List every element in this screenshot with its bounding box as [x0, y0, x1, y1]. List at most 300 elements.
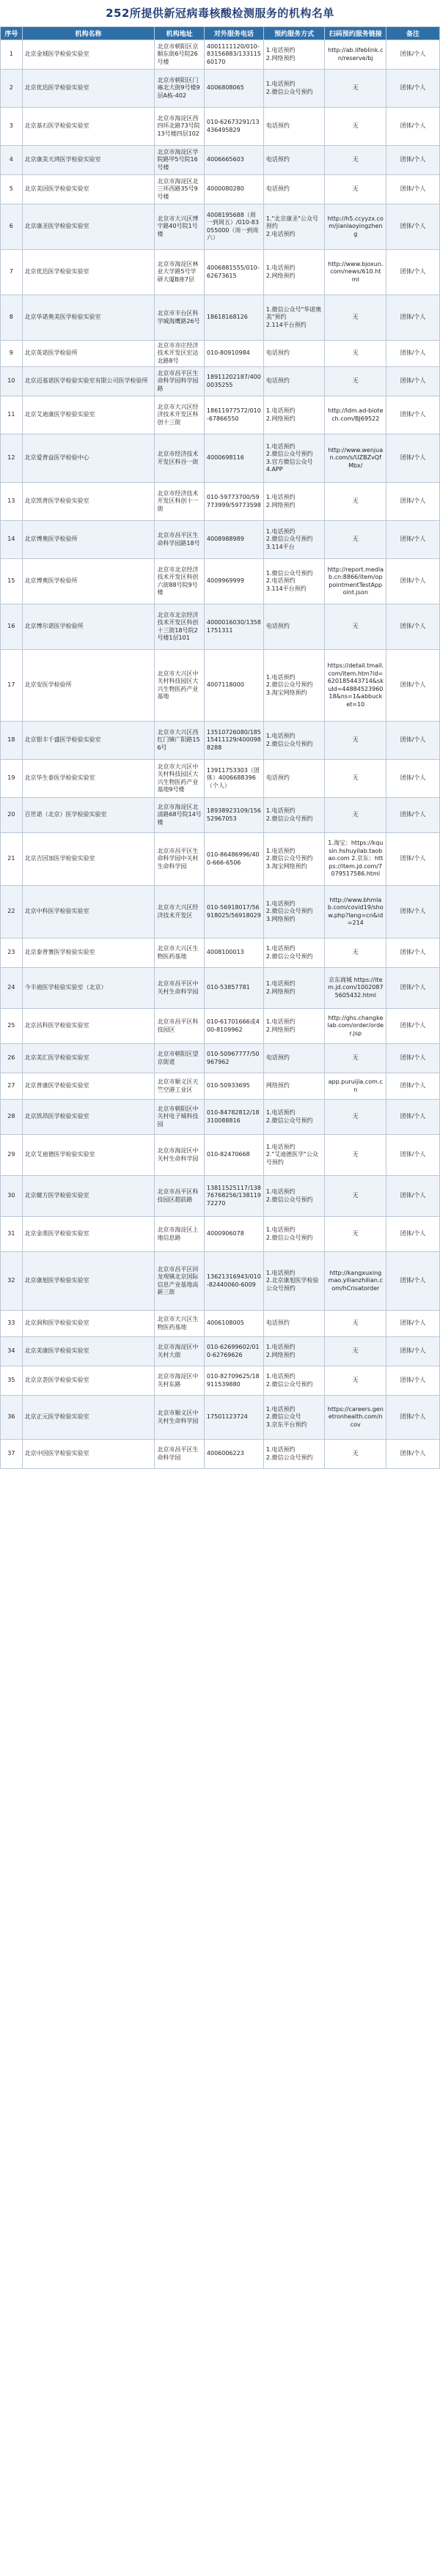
institution-address: 北京市经济技术开发区科创十一街: [155, 483, 204, 521]
booking-method: 电话预约: [263, 108, 325, 146]
row-number: 1: [1, 40, 23, 70]
remark: 团体/个人: [386, 650, 440, 722]
booking-link: 无: [325, 1044, 386, 1073]
institution-address: 北京市大兴区西红门镇广阳路156号: [155, 722, 204, 760]
header-no: 序号: [1, 27, 23, 40]
remark: 团体/个人: [386, 483, 440, 521]
table-row: [1, 722, 440, 760]
service-phone: 18611977572/010-67866550: [204, 396, 263, 434]
row-number: 15: [1, 559, 23, 604]
institution-address: 北京市昌平区生命科学园中关村生命科学园: [155, 833, 204, 886]
table-row: [1, 1217, 440, 1252]
institution-address: 北京市北京经济技术开发区科创六街88号院9号楼: [155, 559, 204, 604]
institution-name: 北京健方医学检验实验室: [22, 1176, 155, 1217]
service-phone: 010-82470668: [204, 1135, 263, 1176]
service-phone: 4000016030/13581751311: [204, 604, 263, 650]
institution-name: 北京美康医学检验实验室: [22, 1337, 155, 1366]
table-row: [1, 483, 440, 521]
row-number: 29: [1, 1135, 23, 1176]
institution-address: 北京市大兴区经济技术开发区: [155, 886, 204, 939]
institution-name: 北京吉因加医学检验实验室: [22, 833, 155, 886]
booking-method: 1.电话预约 2.微信公众号预约: [263, 1440, 325, 1469]
service-phone: 4001111120/010-83156883/13311560170: [204, 40, 263, 70]
institution-address: 北京市海淀区北三环西路35号9号楼: [155, 175, 204, 204]
booking-link: http://www.bjoxun.com/news/610.html: [325, 250, 386, 295]
remark: 团体/个人: [386, 1073, 440, 1100]
table-row: [1, 760, 440, 798]
booking-method: 1.电话预约 2.微信公众号预约: [263, 798, 325, 833]
institution-address: 北京市大兴区中关村科技园区大兴生物医药产业基地9号楼: [155, 760, 204, 798]
booking-link: 无: [325, 1366, 386, 1396]
institution-address: 北京市大兴区博宇路40号院1号楼: [155, 204, 204, 250]
institution-address: 北京市海淀区中关村生命科学园: [155, 1135, 204, 1176]
header-method: 预约服务方式: [263, 27, 325, 40]
table-row: [1, 1176, 440, 1217]
service-phone: 4006665603: [204, 146, 263, 175]
institution-name: 北京爱普益医学检验中心: [22, 434, 155, 483]
remark: 团体/个人: [386, 367, 440, 396]
institution-name: 北京普康医学检验实验室: [22, 1073, 155, 1100]
row-number: 37: [1, 1440, 23, 1469]
header-address: 机构地址: [155, 27, 204, 40]
booking-method: 1.电话预约 2.微信公众号预约 3.淘宝网络预约: [263, 650, 325, 722]
remark: 团体/个人: [386, 760, 440, 798]
booking-link: 无: [325, 604, 386, 650]
table-row: [1, 1396, 440, 1440]
row-number: 16: [1, 604, 23, 650]
service-phone: 4008195688（周一到周五）/010-83055000（周一到周六）: [204, 204, 263, 250]
table-row: [1, 1073, 440, 1100]
institution-address: 北京市昌平区生命科学园路18号: [155, 521, 204, 559]
booking-link: https://detail.tmall.com/item.htm?id=620185443714&skuId=4488452396018&ns=1&abbucket=10: [325, 650, 386, 722]
table-row: [1, 1044, 440, 1073]
institution-address: 北京市朝阳区中关村电子城科技园: [155, 1100, 204, 1135]
institution-address: 北京市海淀区北清路68号院14号楼: [155, 798, 204, 833]
institution-name: 北京泰普赛医学检验实验室: [22, 939, 155, 968]
booking-link: 无: [325, 760, 386, 798]
service-phone: 010-50933695: [204, 1073, 263, 1100]
service-phone: 13621316943/010-82440060-6009: [204, 1252, 263, 1311]
booking-method: 电话预约: [263, 341, 325, 367]
booking-method: 1.电话预约 2.微信公众号预约: [263, 1100, 325, 1135]
institution-name: 北京润和医学检验实验室: [22, 1311, 155, 1337]
booking-method: 1.电话预约 2.微信公众号预约: [263, 70, 325, 108]
booking-link: http://ghs.changkelab.com/order/order.jsp: [325, 1009, 386, 1044]
institution-address: 北京市昌平区生命科学园科学园路: [155, 367, 204, 396]
institution-name: 北京银丰千盛医学检验实验室: [22, 722, 155, 760]
service-phone: 18618168126: [204, 295, 263, 341]
remark: 团体/个人: [386, 1009, 440, 1044]
booking-link: 无: [325, 175, 386, 204]
remark: 团体/个人: [386, 604, 440, 650]
remark: 团体/个人: [386, 886, 440, 939]
booking-method: 1.微信公众号预约 2.电话预约 3.114平台预约: [263, 559, 325, 604]
row-number: 12: [1, 434, 23, 483]
table-row: [1, 1252, 440, 1311]
booking-link: 无: [325, 798, 386, 833]
table-row: [1, 295, 440, 341]
booking-method: 电话预约: [263, 760, 325, 798]
table-row: [1, 1366, 440, 1396]
institution-name: 北京金域医学检验实验室: [22, 40, 155, 70]
row-number: 20: [1, 798, 23, 833]
remark: 团体/个人: [386, 1366, 440, 1396]
booking-method: 1.电话预约 2.网络预约: [263, 1009, 325, 1044]
institution-name: 北京美汇医学检验实验室: [22, 1044, 155, 1073]
institution-name: 北京昌科医学检验实验室: [22, 1009, 155, 1044]
institution-table: [0, 26, 440, 1469]
booking-link: 无: [325, 146, 386, 175]
booking-link: 无: [325, 483, 386, 521]
institution-name: 北京康圣医学检验实验室: [22, 204, 155, 250]
institution-address: 北京市朝阳区望京街道: [155, 1044, 204, 1073]
service-phone: 010-50967777/50967962: [204, 1044, 263, 1073]
institution-address: 北京市昌平区回龙观镇北京国际信息产业基地高新三街: [155, 1252, 204, 1311]
remark: 团体/个人: [386, 1217, 440, 1252]
row-number: 24: [1, 968, 23, 1009]
booking-method: 电话预约: [263, 604, 325, 650]
service-phone: 010-53857781: [204, 968, 263, 1009]
booking-link: 无: [325, 1440, 386, 1469]
booking-link: 无: [325, 295, 386, 341]
row-number: 30: [1, 1176, 23, 1217]
institution-name: 北京优迅医学检验实验室: [22, 250, 155, 295]
institution-address: 北京市北京经济技术开发区科创十三街18号院2号楼1层101: [155, 604, 204, 650]
table-row: [1, 1009, 440, 1044]
institution-name: 百世诺（北京）医学检验实验室: [22, 798, 155, 833]
booking-method: 电话预约: [263, 367, 325, 396]
remark: 团体/个人: [386, 434, 440, 483]
row-number: 7: [1, 250, 23, 295]
row-number: 36: [1, 1396, 23, 1440]
institution-name: 北京康美天鸿医学检验实验室: [22, 146, 155, 175]
institution-name: 北京博尔诺医学检验所: [22, 604, 155, 650]
institution-address: 北京市海淀区林业大学路5号学研大厦B座7层: [155, 250, 204, 295]
institution-address: 北京市朝阳区京顺东街6号院26号楼: [155, 40, 204, 70]
booking-link: 无: [325, 1100, 386, 1135]
remark: 团体/个人: [386, 70, 440, 108]
remark: 团体/个人: [386, 250, 440, 295]
remark: 团体/个人: [386, 1044, 440, 1073]
remark: 团体/个人: [386, 939, 440, 968]
booking-link: http://h5.ccyyzx.com/jianlaoyingzheng: [325, 204, 386, 250]
booking-method: 电话预约: [263, 1311, 325, 1337]
booking-method: 1.电话预约 2.微信公众号 3.京东平台预约: [263, 1396, 325, 1440]
row-number: 22: [1, 886, 23, 939]
row-number: 3: [1, 108, 23, 146]
booking-method: 1.电话预约 2.网络预约: [263, 250, 325, 295]
remark: 团体/个人: [386, 396, 440, 434]
row-number: 34: [1, 1337, 23, 1366]
row-number: 23: [1, 939, 23, 968]
booking-method: 1.电话预约 2.网络预约: [263, 1337, 325, 1366]
service-phone: 4008988989: [204, 521, 263, 559]
table-row: [1, 559, 440, 604]
row-number: 17: [1, 650, 23, 722]
institution-address: 北京市大兴区生物医药基地: [155, 1311, 204, 1337]
row-number: 33: [1, 1311, 23, 1337]
row-number: 4: [1, 146, 23, 175]
remark: 团体/个人: [386, 295, 440, 341]
row-number: 31: [1, 1217, 23, 1252]
table-row: [1, 1311, 440, 1337]
booking-link: 1.淘宝：https://kqusin.hshuyilab.taobao.com 2.京东：https://item.jd.com/7079517586.html: [325, 833, 386, 886]
institution-address: 北京市丰台区科学城海鹰路26号: [155, 295, 204, 341]
booking-link: 无: [325, 1217, 386, 1252]
booking-link: 无: [325, 70, 386, 108]
service-phone: 4009969999: [204, 559, 263, 604]
institution-address: 北京市昌平区中关村生命科学园: [155, 968, 204, 1009]
row-number: 10: [1, 367, 23, 396]
table-header-row: [1, 27, 440, 40]
service-phone: 13911753303（团体）4006688396（个人）: [204, 760, 263, 798]
institution-address: 北京市昌平区生命科学园: [155, 1440, 204, 1469]
row-number: 13: [1, 483, 23, 521]
remark: 团体/个人: [386, 1100, 440, 1135]
table-row: [1, 833, 440, 886]
table-row: [1, 1440, 440, 1469]
remark: 团体/个人: [386, 1396, 440, 1440]
service-phone: 4000906078: [204, 1217, 263, 1252]
table-row: [1, 146, 440, 175]
booking-link: 无: [325, 1176, 386, 1217]
booking-method: 网络预约: [263, 1073, 325, 1100]
booking-link: 无: [325, 108, 386, 146]
booking-method: 1.电话预约 2.微信公众号预约: [263, 939, 325, 968]
booking-link: app.puruijia.com.cn: [325, 1073, 386, 1100]
institution-name: 北京优迅医学检验实验室: [22, 70, 155, 108]
booking-link: 无: [325, 367, 386, 396]
booking-method: 电话预约: [263, 146, 325, 175]
institution-name: 北京英诺医学检验所: [22, 341, 155, 367]
service-phone: 4006808065: [204, 70, 263, 108]
remark: 团体/个人: [386, 1135, 440, 1176]
row-number: 11: [1, 396, 23, 434]
booking-method: 1.电话预约 2.微信公众号预约 3.114平台: [263, 521, 325, 559]
booking-link: 京东商城 https://item.jd.com/10020875605432.html: [325, 968, 386, 1009]
service-phone: 010-86486996/400-666-6506: [204, 833, 263, 886]
service-phone: 4006108005: [204, 1311, 263, 1337]
row-number: 2: [1, 70, 23, 108]
service-phone: 4006881555/010-62673615: [204, 250, 263, 295]
remark: 团体/个人: [386, 833, 440, 886]
table-row: [1, 204, 440, 250]
table-row: [1, 108, 440, 146]
service-phone: 13811525117/13876768256/13811972270: [204, 1176, 263, 1217]
institution-name: 北京华诺奥美医学检验实验室: [22, 295, 155, 341]
header-remark: 备注: [386, 27, 440, 40]
booking-method: 1.电话预约 2.微信公众号预约: [263, 1217, 325, 1252]
institution-address: 北京市大兴区生物医药基地: [155, 939, 204, 968]
table-row: [1, 968, 440, 1009]
table-row: [1, 367, 440, 396]
table-row: [1, 70, 440, 108]
header-scan-link: 扫码预约服务链接: [325, 27, 386, 40]
booking-method: 1.电话预约 2.网络预约: [263, 40, 325, 70]
service-phone: 13510726080/18515411129/4000988288: [204, 722, 263, 760]
booking-method: 1.电话预约 2.网络预约: [263, 396, 325, 434]
institution-address: 北京市大兴区中关村科技园区大兴生物医药产业基地: [155, 650, 204, 722]
institution-address: 北京市昌平区科技园区: [155, 1009, 204, 1044]
table-row: [1, 434, 440, 483]
row-number: 32: [1, 1252, 23, 1311]
table-row: [1, 1100, 440, 1135]
table-row: [1, 939, 440, 968]
booking-method: 1.电话预约 2.微信公众号预约: [263, 1366, 325, 1396]
institution-name: 北京基石医学检验实验室: [22, 108, 155, 146]
remark: 团体/个人: [386, 1252, 440, 1311]
remark: 团体/个人: [386, 968, 440, 1009]
booking-method: 1.电话预约 2.网络预约: [263, 968, 325, 1009]
booking-method: 1.电话预约 2.网络预约: [263, 483, 325, 521]
service-phone: 010-59773700/59773999/59773598: [204, 483, 263, 521]
row-number: 18: [1, 722, 23, 760]
booking-link: http://www.wenjuan.com/s/UZBZvQfMbx/: [325, 434, 386, 483]
institution-name: 北京凯昂医学检验实验室: [22, 1100, 155, 1135]
booking-link: 无: [325, 1311, 386, 1337]
remark: 团体/个人: [386, 559, 440, 604]
service-phone: 010-84782812/18310088816: [204, 1100, 263, 1135]
institution-address: 北京市顺义区中关村生命科学园: [155, 1396, 204, 1440]
row-number: 26: [1, 1044, 23, 1073]
row-number: 28: [1, 1100, 23, 1135]
booking-link: http://ldm.ad-biotech.com/BJ69522: [325, 396, 386, 434]
booking-method: 1.电话预约 2.微信公众号预约: [263, 1176, 325, 1217]
table-row: [1, 886, 440, 939]
row-number: 19: [1, 760, 23, 798]
service-phone: 010-62673291/13436495829: [204, 108, 263, 146]
row-number: 35: [1, 1366, 23, 1396]
booking-link: 无: [325, 722, 386, 760]
table-row: [1, 175, 440, 204]
institution-name: 北京美因医学检验实验室: [22, 175, 155, 204]
table-row: [1, 521, 440, 559]
remark: 团体/个人: [386, 798, 440, 833]
row-number: 5: [1, 175, 23, 204]
institution-name: 北京博奥医学检验所: [22, 559, 155, 604]
booking-link: 无: [325, 521, 386, 559]
institution-name: 北京迈基诺医学检验实验室有限公司医学检验所: [22, 367, 155, 396]
header-name: 机构名称: [22, 27, 155, 40]
institution-name: 北京安医学检验所: [22, 650, 155, 722]
table-row: [1, 396, 440, 434]
institution-name: 北京金准医学检验实验室: [22, 1217, 155, 1252]
table-body: [1, 40, 440, 1469]
service-phone: 17501123724: [204, 1396, 263, 1440]
institution-address: 北京市朝阳区门雍北大街9号楼9层A栋-402: [155, 70, 204, 108]
remark: 团体/个人: [386, 1311, 440, 1337]
institution-name: 北京京荟医学检验实验室: [22, 1366, 155, 1396]
institution-name: 北京中科医学检验实验室: [22, 886, 155, 939]
institution-name: 北京康旭医学检验实验室: [22, 1252, 155, 1311]
table-row: [1, 1135, 440, 1176]
remark: 团体/个人: [386, 108, 440, 146]
service-phone: 18911202187/4000035255: [204, 367, 263, 396]
institution-address: 北京市海淀区学院路甲5号院16号楼: [155, 146, 204, 175]
service-phone: 18938923109/15652967053: [204, 798, 263, 833]
remark: 团体/个人: [386, 521, 440, 559]
booking-method: 1.电话预约 2.微信公众号预约 3.官方微信公众号 4.APP: [263, 434, 325, 483]
booking-link: 无: [325, 1135, 386, 1176]
booking-link: http://www.bhmlab.com/covid19/show.php?lang=cn&id=214: [325, 886, 386, 939]
row-number: 9: [1, 341, 23, 367]
header-phone: 对外服务电话: [204, 27, 263, 40]
institution-address: 北京市亦庄经济技术开发区宏达北路8号: [155, 341, 204, 367]
institution-address: 北京市海淀区西四环北路73号院13号楼四层102: [155, 108, 204, 146]
row-number: 27: [1, 1073, 23, 1100]
service-phone: 010-61701666或400-8109962: [204, 1009, 263, 1044]
remark: 团体/个人: [386, 175, 440, 204]
service-phone: 010-82709625/18911539880: [204, 1366, 263, 1396]
booking-method: 1.电话预约 2.微信公众号预约: [263, 722, 325, 760]
institution-address: 北京市经济技术开发区科谷一街: [155, 434, 204, 483]
booking-link: http://kangxuxingmao.yilianzhilian.com/hCrisatorder: [325, 1252, 386, 1311]
row-number: 8: [1, 295, 23, 341]
table-row: [1, 604, 440, 650]
remark: 团体/个人: [386, 204, 440, 250]
service-phone: 010-62699602/010-62769626: [204, 1337, 263, 1366]
booking-link: 无: [325, 341, 386, 367]
service-phone: 4000698116: [204, 434, 263, 483]
institution-address: 北京市昌平区科技园区超前路: [155, 1176, 204, 1217]
table-row: [1, 1337, 440, 1366]
service-phone: 4008100013: [204, 939, 263, 968]
booking-method: 电话预约: [263, 1044, 325, 1073]
institution-name: 北京博奥医学检验所: [22, 521, 155, 559]
booking-method: 1.微信公众号"华诺奥美"预约 2.114平台预约: [263, 295, 325, 341]
remark: 团体/个人: [386, 1337, 440, 1366]
booking-method: 1."北京康圣"公众号预约 2.电话预约: [263, 204, 325, 250]
booking-link: 无: [325, 939, 386, 968]
booking-link: https://careers.genetronhealth.com/ncov: [325, 1396, 386, 1440]
booking-link: http://report.medlab.cn:8866/item/oppointmentTestAppoint.json: [325, 559, 386, 604]
table-row: [1, 650, 440, 722]
institution-name: 今丰迪医学检验实验室（北京）: [22, 968, 155, 1009]
institution-name: 北京中因医学检验实验室: [22, 1440, 155, 1469]
remark: 团体/个人: [386, 1176, 440, 1217]
institution-name: 北京凯普医学检验实验室: [22, 483, 155, 521]
booking-method: 1.电话预约 2.微信公众号预约 3.淘宝网络预约: [263, 833, 325, 886]
service-phone: 010-56918017/56918025/56918029: [204, 886, 263, 939]
booking-link: 无: [325, 1337, 386, 1366]
booking-method: 1.电话预约 2."艾迪德医学"公众号预约: [263, 1135, 325, 1176]
institution-name: 北京正元医学检验实验室: [22, 1396, 155, 1440]
institution-address: 北京市海淀区上地信息路: [155, 1217, 204, 1252]
table-row: [1, 250, 440, 295]
institution-address: 北京市大兴区经济技术开发区科创十三街: [155, 396, 204, 434]
booking-method: 电话预约: [263, 175, 325, 204]
institution-name: 北京艾迪康医学检验实验室: [22, 396, 155, 434]
remark: 团体/个人: [386, 40, 440, 70]
row-number: 21: [1, 833, 23, 886]
booking-link: http://ab.lifeblink.cn/reserve/bj: [325, 40, 386, 70]
row-number: 14: [1, 521, 23, 559]
institution-name: 北京艾迪德医学检验实验室: [22, 1135, 155, 1176]
row-number: 6: [1, 204, 23, 250]
row-number: 25: [1, 1009, 23, 1044]
service-phone: 4000080280: [204, 175, 263, 204]
booking-method: 1.电话预约 2.北京康旭医学检验公众号预约: [263, 1252, 325, 1311]
table-row: [1, 40, 440, 70]
remark: 团体/个人: [386, 341, 440, 367]
remark: 团体/个人: [386, 722, 440, 760]
institution-address: 北京市海淀区中关村东路: [155, 1366, 204, 1396]
remark: 团体/个人: [386, 1440, 440, 1469]
institution-address: 北京市海淀区中关村大街: [155, 1337, 204, 1366]
table-row: [1, 798, 440, 833]
service-phone: 4006006223: [204, 1440, 263, 1469]
page-title: 252所提供新冠病毒核酸检测服务的机构名单: [106, 7, 334, 20]
